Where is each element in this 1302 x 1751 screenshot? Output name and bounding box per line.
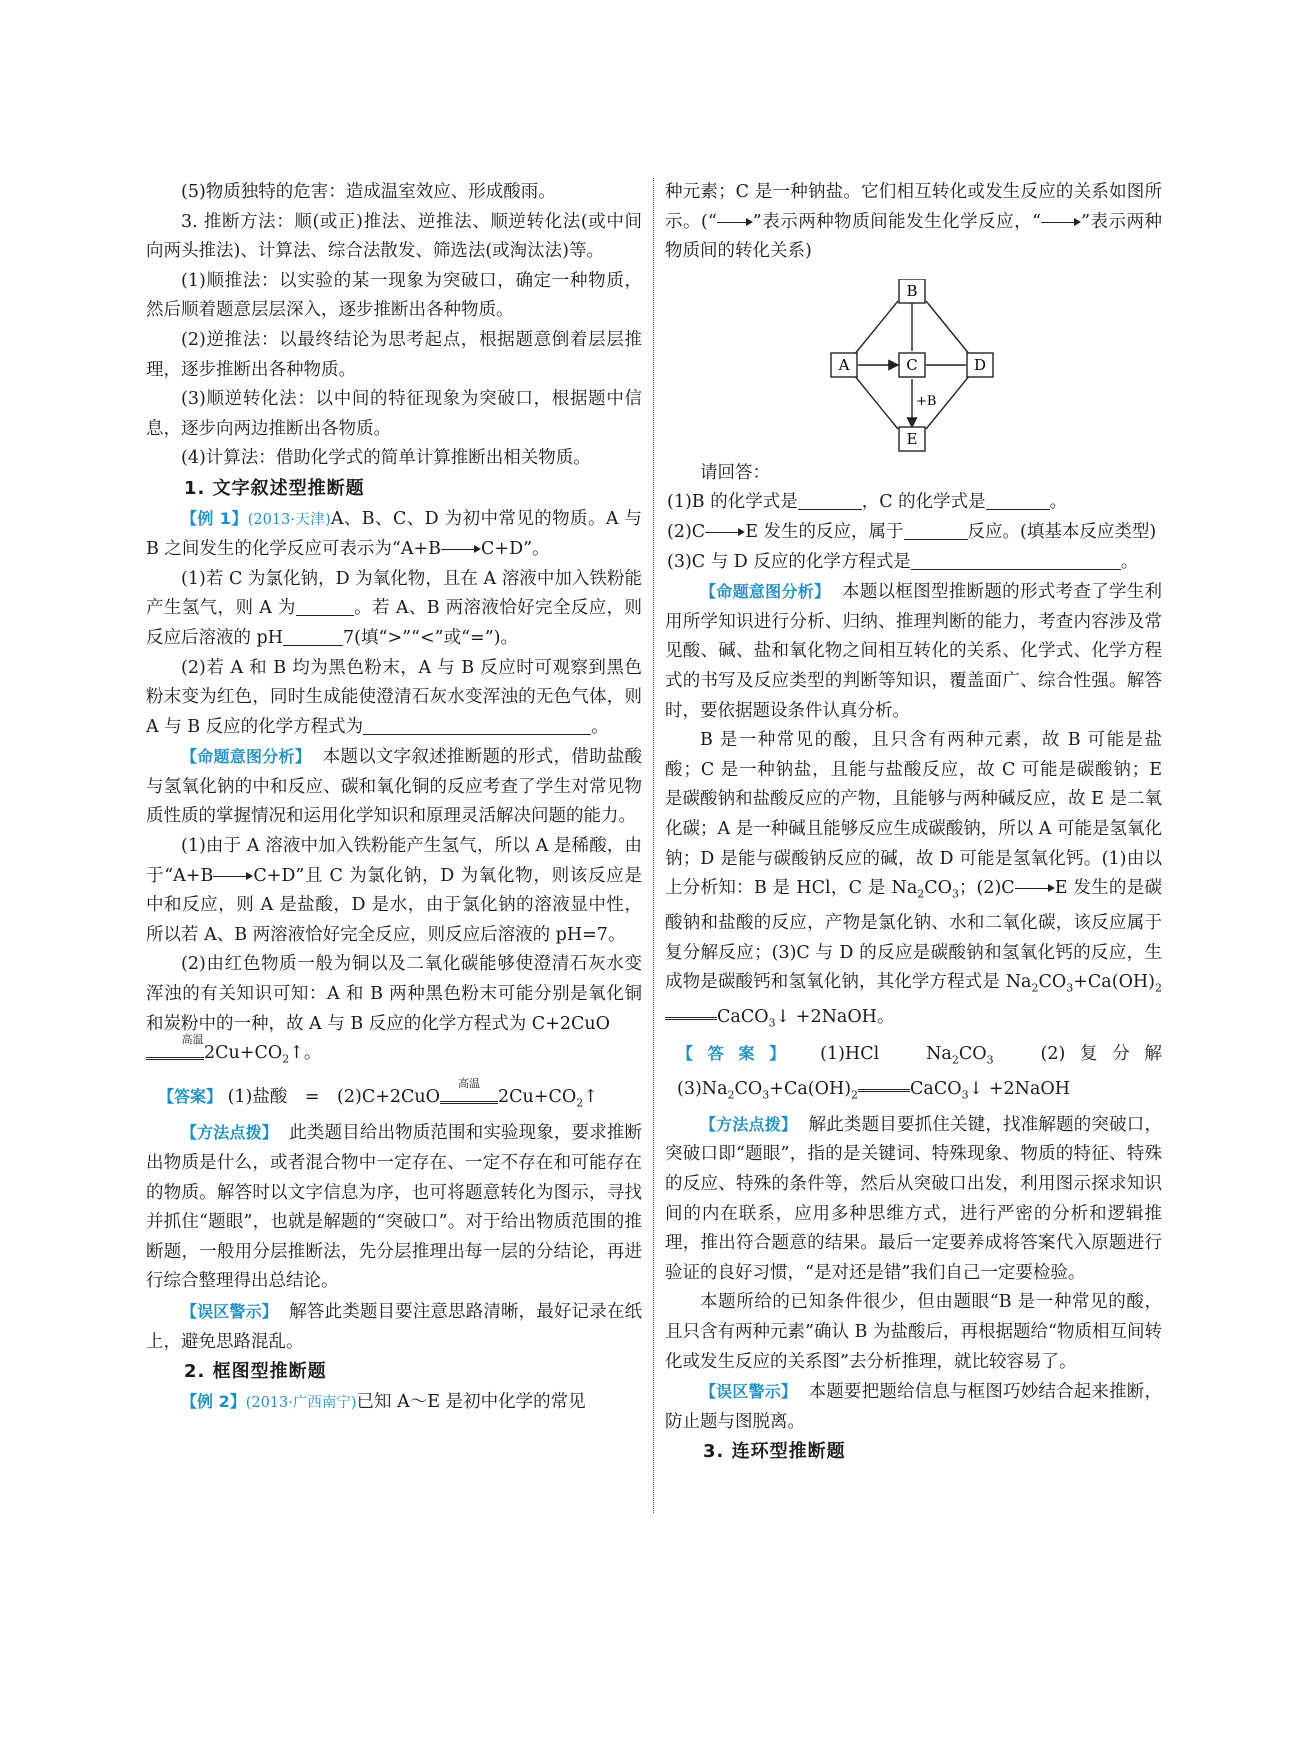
question-text: (2)若 A 和 B 均为黑色粉末，A 与 B 反应时可观察到黑色粉末变为红色，同时生成能使澄清石灰水变浑浊的无色气体，则 A 与 B 反应的化学方程式为: [146, 657, 642, 737]
arrow-icon: [213, 869, 253, 881]
question-text: ，C 的化学式是: [861, 492, 986, 513]
node-label-b: B: [906, 281, 918, 300]
answer-text: ↓ +2NaOH: [968, 1078, 1070, 1099]
warning-text: 解答此类题目要注意思路清晰，最好记录在纸上，避免思路混乱。: [146, 1301, 642, 1352]
answer-text: (2)复分解 (3)Na: [677, 1043, 1180, 1099]
section-heading: 1. 文字叙述型推断题: [184, 477, 365, 499]
intent-text: 本题以框图型推断题的形式考查了学生利用所学知识进行分析、归纳、推理判断的能力，考查内容涉及常见酸、碱、盐和氧化物之间相互转化的关系、化学式、化学方程式的书写及反应类型的判断等知识，覆盖面广、综合性强。解答时，要依据题设条件认真分析。: [665, 582, 1162, 721]
intent-text: 本题以文字叙述推断题的形式，借助盐酸与氢氧化钠的中和反应、碳和氧化铜的反应考查了学生对常见物质性质的掌握情况和运用化学知识和原理灵活解决问题的能力。: [146, 747, 642, 827]
paragraph: (2)逆推法：以最终结论为思考起点，根据题意倒着层层推理，逐步推断出各种物质。: [146, 329, 642, 380]
question-text: (3)C 与 D 反应的化学方程式是: [667, 551, 911, 572]
subscript: 2: [576, 1096, 584, 1110]
section-heading: 3. 连环型推断题: [703, 1441, 846, 1463]
edge-label: +B: [916, 393, 937, 409]
analysis-text: B 是一种常见的酸，且只含有两种元素，故 B 可能是盐酸；C 是一种钠盐，且能与盐酸反应，故 C 可能是碳酸钠；E 是碳酸钠和盐酸反应的产物，且能够与两种碱反应，故 E 是二氧化碳；A 是一种碱且能够反应生成碳酸钠，所以 A 可能是氢氧化钠；D 是能与碳酸钠反应的碱，故 D 可能是氢氧化钙。(1)由以上分析知：B 是 HCl，C 是 Na: [665, 730, 1162, 899]
edge-a-e: [854, 375, 898, 429]
question-text: (1)若 C 为氯化钠，D 为氧化物，且在 A 溶液中加入铁粉能产生氢气，则 A 为: [146, 568, 642, 619]
answer-blank: [986, 491, 1050, 510]
subscript: 2: [1031, 981, 1039, 995]
question-text: 。若 A、B 两溶液恰好完全反应，则反应后溶液的 pH: [146, 598, 642, 648]
example-1: [146, 504, 642, 565]
answer-text: CaCO: [910, 1078, 962, 1099]
subscript: 2: [1155, 981, 1162, 995]
question-text: 。: [1049, 492, 1068, 513]
question-text: 反应。(填基本反应类型): [967, 521, 1157, 542]
intent-tag: 【命题意图分析】: [700, 582, 831, 602]
answer-text: (1)盐酸 = (2)C+2CuO: [227, 1087, 441, 1108]
question-1: [146, 565, 642, 654]
section-heading: 2. 框图型推断题: [184, 1361, 327, 1383]
note: 本题所给的已知条件很少，但由题眼“B 是一种常见的酸，且只含有两种元素”确认 B 为盐酸后，再根据题给“物质相互间转化或发生反应的关系图”去分析推理，就比较容易了。: [665, 1292, 1162, 1372]
warning-tag: 【误区警示】: [181, 1301, 278, 1321]
analysis-text: (2)由红色物质一般为铜以及二氧化碳能够使澄清石灰水变浑浊的有关知识可知：A 和 B 两种黑色粉末可能分别是氧化铜和炭粉中的一种，故 A 与 B 反应的化学方程式为 C+2CuO: [146, 954, 642, 1034]
analysis-text: ；(2)C: [959, 878, 1015, 899]
answer-blank: [363, 716, 591, 735]
answer-text: (1)HCl Na: [820, 1043, 952, 1064]
node-label-e: E: [906, 429, 918, 448]
example-text: 已知 A～E 是初中化学的常见: [356, 1391, 586, 1412]
analysis-text: E 发生的是碳酸钠和盐酸的反应，产物是氯化钠、水和二氧化碳，该反应属于复分解反应；(3)C 与 D 的反应是碳酸钠和氢氧化钙的反应，生成物是碳酸钙和氢氧化钠，其化学方程式是 Na: [665, 878, 1162, 993]
subscript: 3: [1066, 981, 1074, 995]
question-3: [665, 548, 1162, 578]
answer-text: CO: [958, 1043, 987, 1064]
method-tip: [146, 1118, 642, 1297]
tip-text: 此类题目给出物质范围和实验现象，要求推断出物质是什么，或者混合物中一定存在、一定不存在和可能存在的物质。解答时以文字信息为序，也可将题意转化为图示，寻找并抓住“题眼”，也就是解题的“突破口”。对于给出物质范围的推断题，一般用分层推断法，先分层推理出每一层的分结论，再进行综合整理得出总结论。: [146, 1123, 642, 1292]
tip-text: 解此类题目要抓住关键，找准解题的突破口，突破口即“题眼”，指的是关键词、特殊现象、物质的特征、特殊的反应、特殊的条件等，然后从突破口出发，利用图示探求知识间的内在联系，应用多种思维方式，进行严密的分析和逻辑推理，推出符合题意的结果。最后一定要养成将答案代入原题进行验证的良好习惯，“是对还是错”我们自己一定要检验。: [665, 1114, 1162, 1283]
relation-diagram: [828, 279, 998, 453]
arrow-icon: [705, 525, 745, 537]
answer-blank: [283, 627, 343, 646]
condition-label: 高温: [181, 1033, 204, 1047]
question-2: [665, 518, 1162, 548]
question-text: E 发生的反应，属于: [745, 521, 904, 542]
analysis-text: ↑。: [289, 1043, 322, 1064]
analysis: [665, 726, 1162, 1038]
warning-text: 本题要把题给信息与框图巧妙结合起来推断，防止题与图脱离。: [665, 1382, 1162, 1432]
paragraph: (1)顺推法：以实验的某一现象为突破口，确定一种物质，然后顺着题意层层深入，逐步推断出各种物质。: [146, 270, 642, 321]
analysis-text: CaCO: [717, 1007, 769, 1028]
analysis-1: [146, 832, 642, 950]
question-text: (2)C: [667, 521, 706, 542]
question-text: 7(填“>”“<”或“=”)。: [343, 627, 518, 648]
subscript: 3: [762, 1088, 770, 1102]
example-text: ”表示两种物质间能发生化学反应，“: [752, 211, 1042, 232]
reaction-condition: [146, 1033, 204, 1060]
left-column: [146, 178, 642, 1418]
arrow-icon: [1041, 215, 1081, 227]
warning-tag: 【误区警示】: [700, 1382, 798, 1402]
warning: [146, 1297, 642, 1357]
edge-b-a: [854, 301, 898, 355]
answer-text: 2Cu+CO: [498, 1087, 577, 1108]
method-tip: [665, 1110, 1162, 1289]
answer-text: ↑: [583, 1087, 598, 1108]
example-2: [146, 1387, 642, 1419]
answer-text: +Ca(OH): [769, 1078, 852, 1099]
node-label-a: A: [838, 355, 850, 374]
arrow-icon: [1015, 881, 1055, 893]
line-icon: [717, 215, 753, 227]
prompt: 请回答：: [700, 462, 770, 483]
subscript: 3: [768, 1016, 776, 1030]
node-label-c: C: [906, 355, 918, 374]
arrow-icon: [441, 542, 481, 554]
answer-blank: [904, 521, 968, 540]
equals-sign: [858, 1077, 910, 1092]
example-source: (2013·天津): [247, 511, 331, 528]
equals-sign: [665, 1005, 717, 1020]
subscript: 3: [986, 1053, 994, 1067]
analysis-text: ↓ +2NaOH。: [775, 1007, 895, 1028]
example-text: A、B、C、D 为初中常见的物质。A 与 B 之间发生的化学反应可表示为“A+B: [146, 508, 642, 560]
edge-b-d: [926, 301, 970, 355]
column-divider: [653, 178, 654, 1513]
intent-analysis: [146, 742, 642, 832]
subscript: 2: [727, 1088, 735, 1102]
subscript: 2: [917, 887, 925, 901]
subscript: 3: [961, 1088, 969, 1102]
paragraph: (4)计算法：借助化学式的简单计算推断出相关物质。: [181, 448, 591, 469]
paragraph: 3. 推断方法：顺(或正)推法、逆推法、顺逆转化法(或中间向两头推法)、计算法、综合法散发、筛选法(或淘汰法)等。: [146, 211, 642, 262]
subscript: 3: [952, 887, 960, 901]
paragraph: (5)物质独特的危害：造成温室效应、形成酸雨。: [181, 182, 556, 202]
intent-analysis: [665, 577, 1162, 726]
subscript: 2: [282, 1052, 290, 1066]
example-source: (2013·广西南宁): [245, 1394, 357, 1411]
reaction-condition: [440, 1077, 498, 1104]
subscript: 2: [851, 1088, 859, 1102]
example-tag: 【例 1】: [181, 508, 248, 528]
analysis-text: (1)由于 A 溶液中加入铁粉能产生氢气，所以 A 是稀酸，由于“A+B: [146, 836, 642, 886]
answer-blank: [911, 551, 1121, 570]
answer: [146, 1077, 642, 1118]
question-2: [146, 654, 642, 743]
subscript: 2: [951, 1053, 959, 1067]
tip-tag: 【方法点拨】: [700, 1114, 798, 1134]
example-text: C+D”。: [481, 539, 550, 560]
node-label-d: D: [973, 355, 987, 374]
answer-tag: 【答案】: [158, 1087, 223, 1107]
warning: [665, 1377, 1162, 1437]
answer-blank: [296, 597, 354, 616]
analysis-2: [146, 950, 642, 1074]
example-tag: 【例 2】: [181, 1391, 246, 1411]
answer-text: CO: [734, 1078, 763, 1099]
tip-tag: 【方法点拨】: [181, 1123, 278, 1143]
answer: [665, 1039, 1180, 1110]
example-text: 种元素；C 是一种钠盐。它们相互转化或发生反应的关系如图所示。(“: [665, 182, 1162, 232]
intent-tag: 【命题意图分析】: [181, 747, 312, 767]
analysis-text: CO: [924, 878, 953, 899]
condition-label: 高温: [458, 1077, 481, 1091]
analysis-text: C+D”且 C 为氯化钠，D 为氧化物，则该反应是中和反应，则 A 是盐酸，D 是水，由于氯化钠的溶液显中性，所以若 A、B 两溶液恰好完全反应，则反应后溶液的 pH=7。: [146, 865, 643, 945]
right-column: [665, 178, 1180, 1467]
question-text: (1)B 的化学式是: [667, 492, 798, 513]
answer-tag: 【答案】: [677, 1043, 800, 1063]
analysis-text: 2Cu+CO: [204, 1043, 283, 1064]
question-text: 。: [1120, 551, 1139, 572]
paragraph: (3)顺逆转化法：以中间的特征现象为突破口，根据题中信息，逐步向两边推断出各物质。: [146, 389, 642, 439]
analysis-text: CO: [1038, 972, 1067, 993]
answer-blank: [798, 491, 862, 510]
example-2-continued: [665, 178, 1162, 267]
example-text: ”表示两种物质间的转化关系): [665, 211, 1162, 262]
question-1: [665, 488, 1162, 518]
question-text: 。: [591, 716, 609, 737]
analysis-text: +Ca(OH): [1073, 972, 1155, 993]
